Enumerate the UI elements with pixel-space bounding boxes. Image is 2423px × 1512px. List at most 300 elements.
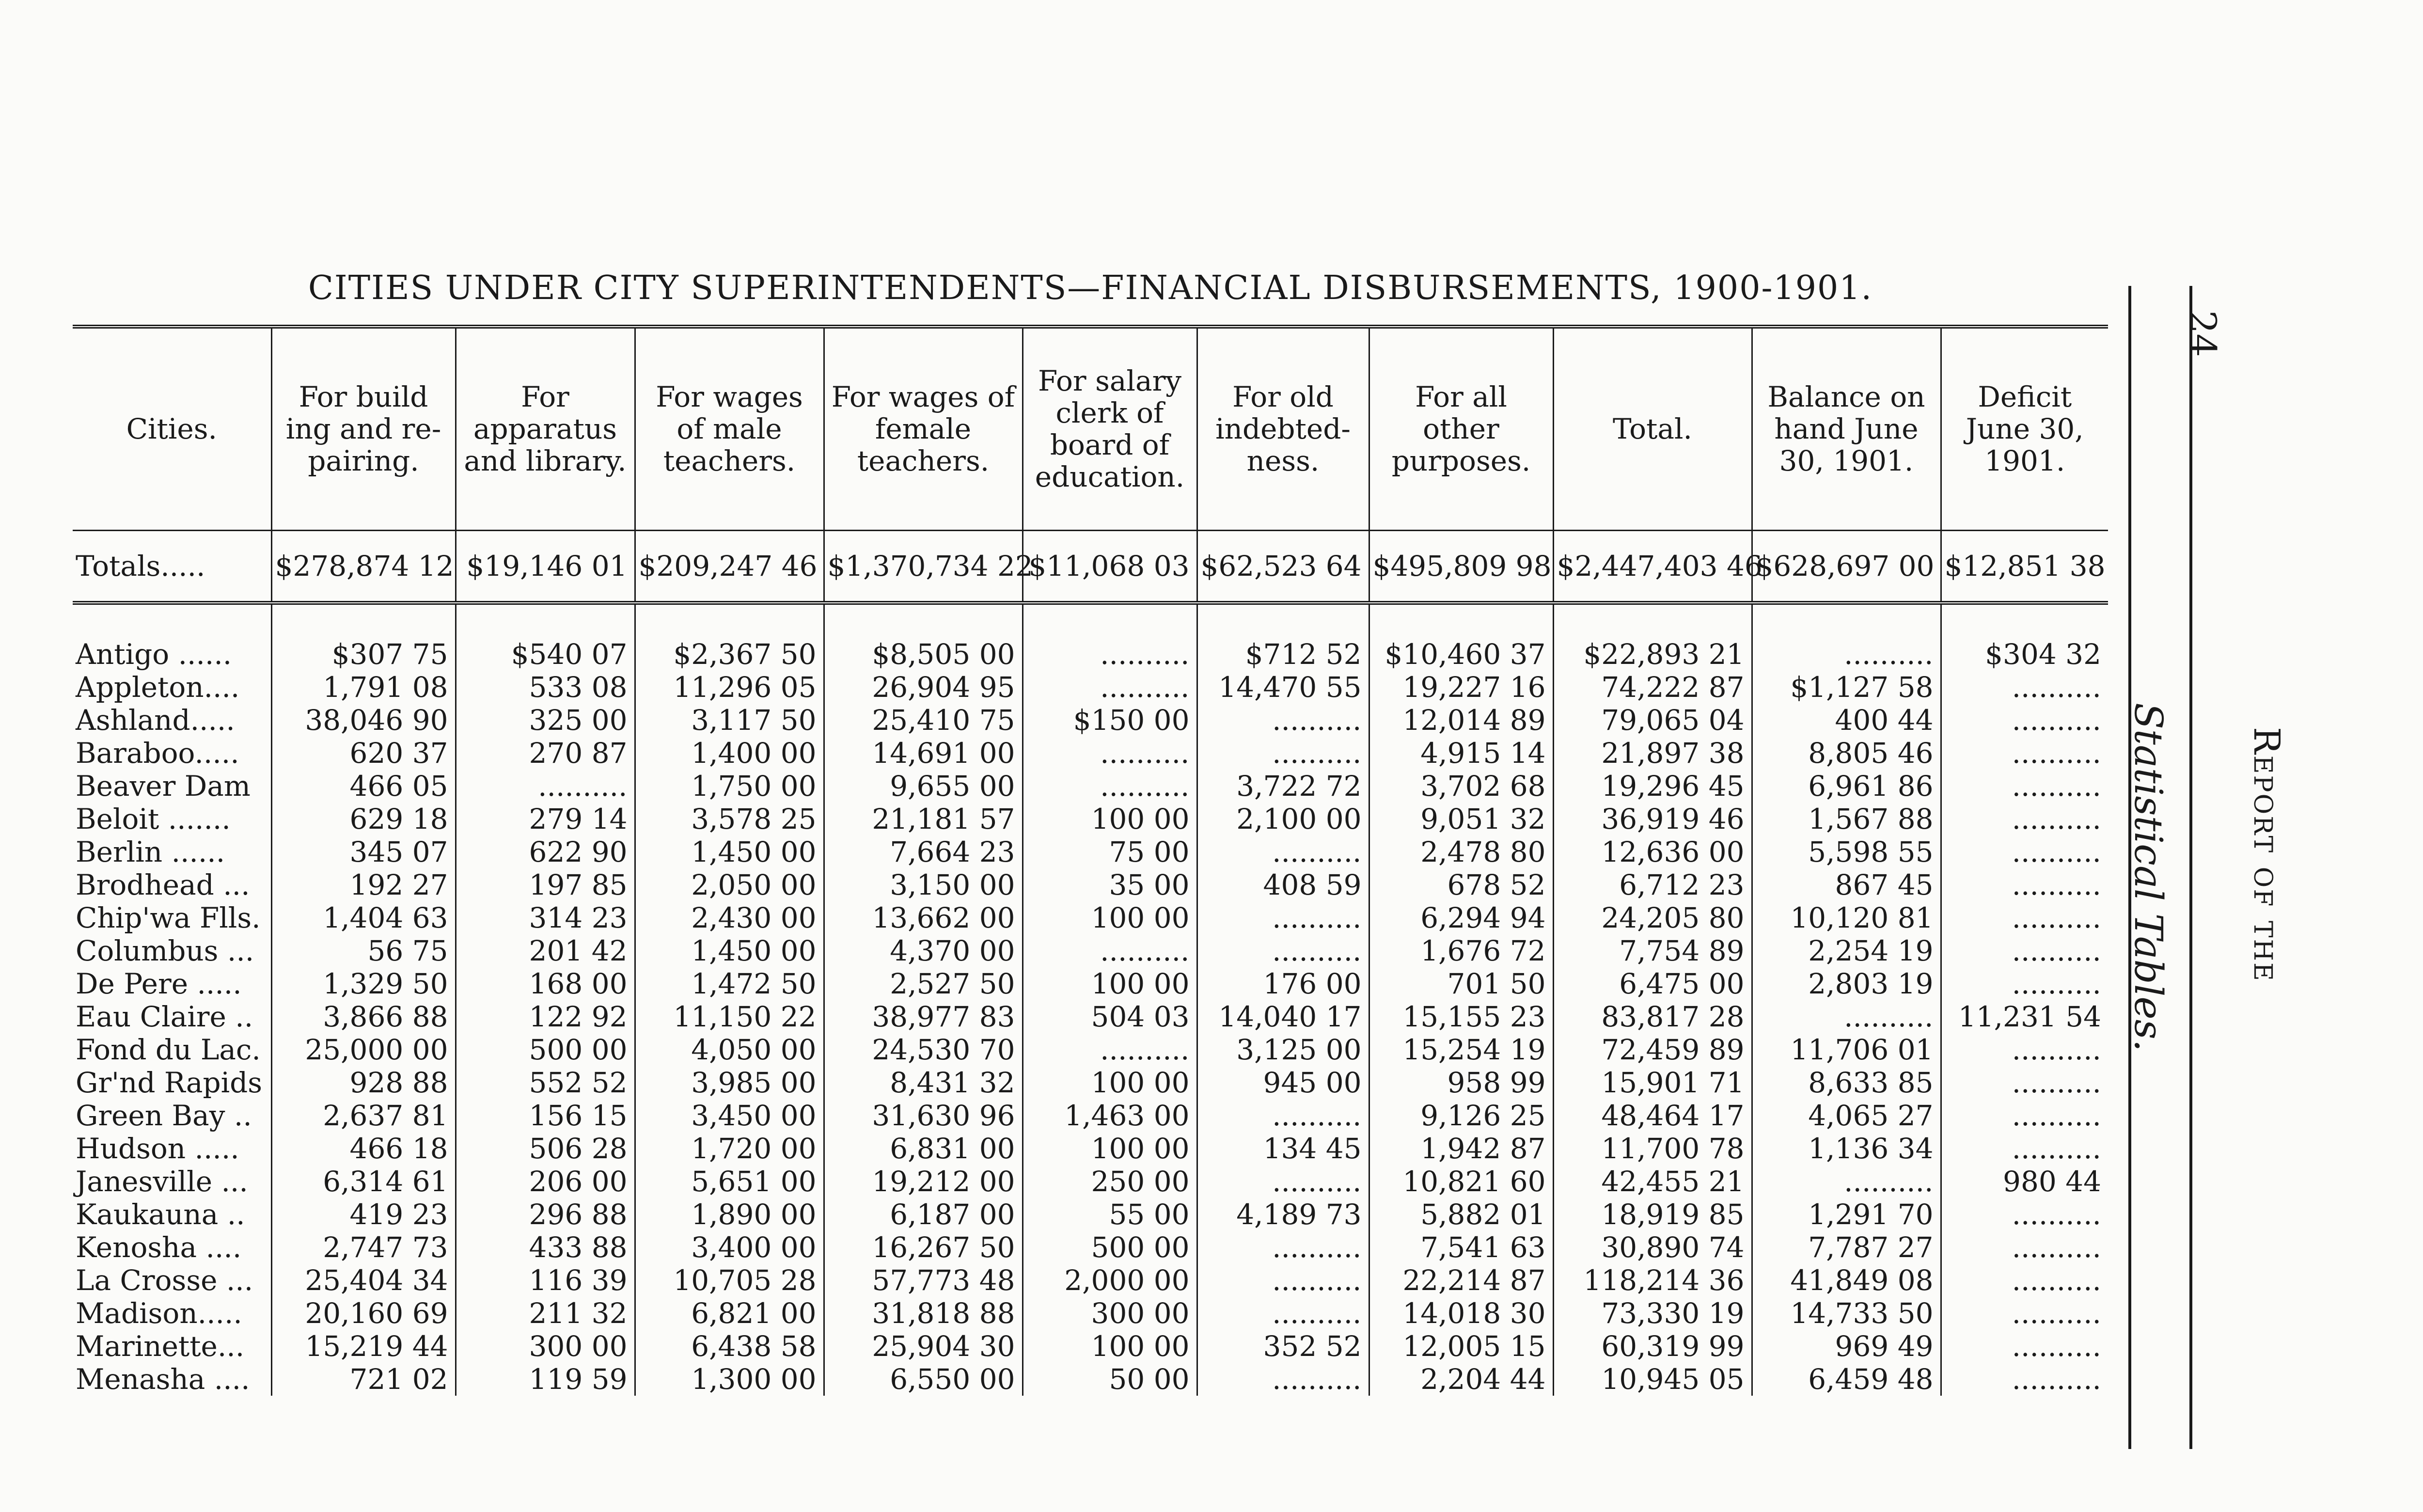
- table-cell: ..........: [1197, 901, 1369, 934]
- table-cell: ..........: [1752, 1000, 1941, 1033]
- running-head: Report of the: [2246, 727, 2287, 982]
- table-cell: 25,000 00: [271, 1033, 456, 1066]
- table-cell: 533 08: [456, 671, 635, 704]
- table-cell: 1,300 00: [635, 1363, 824, 1396]
- table-cell: 400 44: [1752, 704, 1941, 737]
- page-title: CITIES UNDER CITY SUPERINTENDENTS—FINANCIAL DISBURSEMENTS, 1900-1901.: [308, 269, 1873, 307]
- table-cell: $712 52: [1197, 638, 1369, 671]
- table-cell: 500 00: [456, 1033, 635, 1066]
- table-cell: 1,567 88: [1752, 803, 1941, 835]
- table-cell: 721 02: [271, 1363, 456, 1396]
- table-cell: ..........: [1752, 1165, 1941, 1198]
- table-cell: 72,459 89: [1553, 1033, 1752, 1066]
- table-cell: 25,904 30: [824, 1330, 1023, 1363]
- table-cell: 1,291 70: [1752, 1198, 1941, 1231]
- table-cell: 419 23: [271, 1198, 456, 1231]
- header-salary-clerk: For salary clerk of board of education.: [1023, 327, 1197, 530]
- table-cell: 1,136 34: [1752, 1132, 1941, 1165]
- table-cell: ..........: [1197, 1099, 1369, 1132]
- table-cell: 1,400 00: [635, 737, 824, 770]
- table-row: [73, 803, 2108, 835]
- table-cell: 300 00: [456, 1330, 635, 1363]
- table-cell: 168 00: [456, 967, 635, 1000]
- table-cell: 5,598 55: [1752, 835, 1941, 868]
- table-cell: $307 75: [271, 638, 456, 671]
- table-row: [73, 1330, 2108, 1363]
- table-cell: ..........: [2012, 868, 2101, 901]
- table-cell: ..........: [1197, 1165, 1369, 1198]
- city-name: Antigo ......: [73, 638, 271, 671]
- city-name: Kenosha ....: [73, 1231, 271, 1264]
- table-cell: 6,961 86: [1752, 770, 1941, 803]
- table-cell: 3,578 25: [635, 803, 824, 835]
- table-cell: 6,459 48: [1752, 1363, 1941, 1396]
- table-cell: 35 00: [1023, 868, 1197, 901]
- table-row: [73, 1231, 2108, 1264]
- table-cell: 14,691 00: [824, 737, 1023, 770]
- table-cell: 30,890 74: [1553, 1231, 1752, 1264]
- table-cell: 11,296 05: [635, 671, 824, 704]
- table-cell: ..........: [1197, 1231, 1369, 1264]
- table-cell: 15,155 23: [1369, 1000, 1553, 1033]
- header-other-purposes: For all other purposes.: [1369, 327, 1553, 530]
- table-cell: 5,882 01: [1369, 1198, 1553, 1231]
- table-cell: 7,754 89: [1553, 934, 1752, 967]
- city-name: Kaukauna ..: [73, 1198, 271, 1231]
- header-male-wages: For wages of male teachers.: [635, 327, 824, 530]
- table-cell: 2,803 19: [1752, 967, 1941, 1000]
- table-cell: 3,125 00: [1197, 1033, 1369, 1066]
- table-cell: 6,294 94: [1369, 901, 1553, 934]
- table-cell: ..........: [2012, 803, 2101, 835]
- table-cell: 1,890 00: [635, 1198, 824, 1231]
- table-cell: 296 88: [456, 1198, 635, 1231]
- table-cell: 14,040 17: [1197, 1000, 1369, 1033]
- table-cell: 12,014 89: [1369, 704, 1553, 737]
- table-row: [73, 967, 2108, 1000]
- city-name: Marinette...: [73, 1330, 271, 1363]
- table-row: [73, 1132, 2108, 1165]
- table-cell: ..........: [1197, 1297, 1369, 1330]
- totals-cell: $19,146 01: [456, 530, 635, 603]
- table-cell: ..........: [2012, 967, 2101, 1000]
- table-cell: 2,747 73: [271, 1231, 456, 1264]
- table-cell: ..........: [1752, 638, 1941, 671]
- city-name: Baraboo.....: [73, 737, 271, 770]
- table-cell: 980 44: [2003, 1165, 2101, 1198]
- table-row: [73, 671, 2108, 704]
- table-cell: 20,160 69: [271, 1297, 456, 1330]
- table-cell: 25,404 34: [271, 1264, 456, 1297]
- header-old-indebtedness: For old indebted-ness.: [1197, 327, 1369, 530]
- totals-row: [73, 530, 2108, 603]
- table-cell: 6,550 00: [824, 1363, 1023, 1396]
- totals-cell: $628,697 00: [1752, 530, 1941, 603]
- city-name: Beloit .......: [73, 803, 271, 835]
- table-cell: 38,046 90: [271, 704, 456, 737]
- table-cell: 3,702 68: [1369, 770, 1553, 803]
- table-row: [73, 1165, 2108, 1198]
- table-cell: 38,977 83: [824, 1000, 1023, 1033]
- table-cell: 50 00: [1023, 1363, 1197, 1396]
- table-cell: ..........: [2012, 770, 2101, 803]
- table-cell: 19,212 00: [824, 1165, 1023, 1198]
- table-row: [73, 1264, 2108, 1297]
- table-row: [73, 638, 2108, 671]
- table-cell: ..........: [1023, 671, 1197, 704]
- table-cell: ..........: [1023, 737, 1197, 770]
- table-cell: 2,637 81: [271, 1099, 456, 1132]
- table-cell: 100 00: [1023, 1132, 1197, 1165]
- table-cell: 31,630 96: [824, 1099, 1023, 1132]
- table-cell: $304 32: [1985, 638, 2101, 671]
- city-name: Menasha ....: [73, 1363, 271, 1396]
- table-cell: 433 88: [456, 1231, 635, 1264]
- table-row: [73, 1066, 2108, 1099]
- table-cell: 504 03: [1023, 1000, 1197, 1033]
- totals-cell: $209,247 46: [635, 530, 824, 603]
- city-name: Ashland.....: [73, 704, 271, 737]
- table-cell: ..........: [1023, 770, 1197, 803]
- table-cell: ..........: [2012, 1099, 2101, 1132]
- city-name: Columbus ...: [73, 934, 271, 967]
- table-row: [73, 1033, 2108, 1066]
- totals-cell: $11,068 03: [1023, 530, 1197, 603]
- table-cell: 24,530 70: [824, 1033, 1023, 1066]
- table-cell: 3,722 72: [1197, 770, 1369, 803]
- table-cell: 622 90: [456, 835, 635, 868]
- totals-cell: $1,370,734 22: [824, 530, 1023, 603]
- table-row: [73, 1198, 2108, 1231]
- table-cell: 11,150 22: [635, 1000, 824, 1033]
- table-cell: 14,470 55: [1197, 671, 1369, 704]
- table-cell: 3,450 00: [635, 1099, 824, 1132]
- disbursements-table: [73, 325, 2108, 1396]
- table-cell: 314 23: [456, 901, 635, 934]
- table-cell: ..........: [2012, 1264, 2101, 1297]
- table-cell: 75 00: [1023, 835, 1197, 868]
- city-name: Hudson .....: [73, 1132, 271, 1165]
- table-cell: 56 75: [271, 934, 456, 967]
- table-cell: 2,478 80: [1369, 835, 1553, 868]
- table-cell: 2,430 00: [635, 901, 824, 934]
- table-cell: 7,664 23: [824, 835, 1023, 868]
- table-cell: 10,120 81: [1752, 901, 1941, 934]
- table-cell: 6,821 00: [635, 1297, 824, 1330]
- table-cell: 14,733 50: [1752, 1297, 1941, 1330]
- table-row: [73, 835, 2108, 868]
- table-cell: 42,455 21: [1553, 1165, 1752, 1198]
- table-row: [73, 737, 2108, 770]
- table-cell: $1,127 58: [1752, 671, 1941, 704]
- table-cell: 13,662 00: [824, 901, 1023, 934]
- table-cell: 41,849 08: [1752, 1264, 1941, 1297]
- table-cell: 10,705 28: [635, 1264, 824, 1297]
- table-cell: 134 45: [1197, 1132, 1369, 1165]
- table-cell: 57,773 48: [824, 1264, 1023, 1297]
- side-caption: Statistical Tables.: [2126, 703, 2171, 1052]
- table-cell: 55 00: [1023, 1198, 1197, 1231]
- table-cell: $22,893 21: [1553, 638, 1752, 671]
- totals-label: Totals.....: [73, 530, 271, 603]
- header-female-wages: For wages of female teachers.: [824, 327, 1023, 530]
- table-cell: 12,636 00: [1553, 835, 1752, 868]
- header-row: [73, 327, 2108, 530]
- table-cell: ..........: [2012, 1033, 2101, 1066]
- table-cell: 12,005 15: [1369, 1330, 1553, 1363]
- table-cell: 206 00: [456, 1165, 635, 1198]
- table-cell: ..........: [2012, 671, 2101, 704]
- table-cell: ..........: [2012, 1231, 2101, 1264]
- table-cell: 79,065 04: [1553, 704, 1752, 737]
- header-building: For build ing and re-pairing.: [271, 327, 456, 530]
- table-cell: 6,712 23: [1553, 868, 1752, 901]
- table-cell: 7,787 27: [1752, 1231, 1941, 1264]
- table-cell: ..........: [2012, 934, 2101, 967]
- header-balance: Balance on hand June 30, 1901.: [1752, 327, 1941, 530]
- table-cell: ..........: [2012, 737, 2101, 770]
- table-cell: ..........: [2012, 1330, 2101, 1363]
- spacer-row: [73, 603, 2108, 638]
- table-cell: 2,100 00: [1197, 803, 1369, 835]
- table-cell: ..........: [2012, 1297, 2101, 1330]
- table-cell: 6,314 61: [271, 1165, 456, 1198]
- table-row: [73, 1363, 2108, 1396]
- table-cell: 116 39: [456, 1264, 635, 1297]
- table-cell: 119 59: [456, 1363, 635, 1396]
- table-cell: 1,329 50: [271, 967, 456, 1000]
- table-cell: $540 07: [456, 638, 635, 671]
- table-cell: 500 00: [1023, 1231, 1197, 1264]
- table-cell: 867 45: [1752, 868, 1941, 901]
- table-cell: 16,267 50: [824, 1231, 1023, 1264]
- table-cell: 21,181 57: [824, 803, 1023, 835]
- table-cell: 701 50: [1369, 967, 1553, 1000]
- city-name: Berlin ......: [73, 835, 271, 868]
- table-cell: ..........: [456, 770, 635, 803]
- table-cell: 10,821 60: [1369, 1165, 1553, 1198]
- table-cell: 73,330 19: [1553, 1297, 1752, 1330]
- table-row: [73, 934, 2108, 967]
- table-cell: 270 87: [456, 737, 635, 770]
- table-row: [73, 770, 2108, 803]
- table-cell: 100 00: [1023, 1066, 1197, 1099]
- city-name: Chip'wa Flls.: [73, 901, 271, 934]
- table-cell: 25,410 75: [824, 704, 1023, 737]
- city-name: Madison.....: [73, 1297, 271, 1330]
- vertical-rule: [2189, 286, 2192, 1449]
- table-cell: 466 05: [271, 770, 456, 803]
- city-name: De Pere .....: [73, 967, 271, 1000]
- table-cell: ..........: [2012, 1363, 2101, 1396]
- table-cell: 1,463 00: [1023, 1099, 1197, 1132]
- table-cell: 22,214 87: [1369, 1264, 1553, 1297]
- table-cell: 74,222 87: [1553, 671, 1752, 704]
- table-row: [73, 901, 2108, 934]
- table-cell: 2,000 00: [1023, 1264, 1197, 1297]
- table-cell: 1,750 00: [635, 770, 824, 803]
- table-cell: 945 00: [1197, 1066, 1369, 1099]
- totals-cell: $2,447,403 46: [1553, 530, 1752, 603]
- table-cell: 100 00: [1023, 901, 1197, 934]
- table-cell: $10,460 37: [1369, 638, 1553, 671]
- table-cell: 2,527 50: [824, 967, 1023, 1000]
- table-cell: 36,919 46: [1553, 803, 1752, 835]
- table-cell: 552 52: [456, 1066, 635, 1099]
- table-cell: 506 28: [456, 1132, 635, 1165]
- table-cell: 4,065 27: [1752, 1099, 1941, 1132]
- table-cell: ..........: [2012, 835, 2101, 868]
- table-cell: 3,117 50: [635, 704, 824, 737]
- table-cell: 1,472 50: [635, 967, 824, 1000]
- city-name: Janesville ...: [73, 1165, 271, 1198]
- city-name: Appleton....: [73, 671, 271, 704]
- table-cell: 83,817 28: [1553, 1000, 1752, 1033]
- table-cell: 629 18: [271, 803, 456, 835]
- table-cell: 1,942 87: [1369, 1132, 1553, 1165]
- table-cell: 14,018 30: [1369, 1297, 1553, 1330]
- table-cell: 211 32: [456, 1297, 635, 1330]
- city-name: Brodhead ...: [73, 868, 271, 901]
- table-cell: 176 00: [1197, 967, 1369, 1000]
- table-cell: ..........: [2012, 1198, 2101, 1231]
- table-cell: ..........: [1023, 1033, 1197, 1066]
- table-cell: 5,651 00: [635, 1165, 824, 1198]
- table-cell: 678 52: [1369, 868, 1553, 901]
- table-row: [73, 704, 2108, 737]
- page-number: 24: [2181, 310, 2224, 357]
- table-cell: 6,831 00: [824, 1132, 1023, 1165]
- table-cell: ..........: [1023, 934, 1197, 967]
- table-cell: 4,370 00: [824, 934, 1023, 967]
- table-cell: 192 27: [271, 868, 456, 901]
- table-cell: ..........: [2012, 704, 2101, 737]
- table-cell: 2,204 44: [1369, 1363, 1553, 1396]
- table-cell: ..........: [1197, 704, 1369, 737]
- table-cell: ..........: [1197, 1264, 1369, 1297]
- totals-cell: $62,523 64: [1197, 530, 1369, 603]
- table-cell: 15,219 44: [271, 1330, 456, 1363]
- table-cell: 3,985 00: [635, 1066, 824, 1099]
- table-cell: $150 00: [1023, 704, 1197, 737]
- table-cell: 1,791 08: [271, 671, 456, 704]
- header-deficit: Deficit June 30, 1901.: [1941, 327, 2108, 530]
- table-cell: 11,700 78: [1553, 1132, 1752, 1165]
- table-cell: 466 18: [271, 1132, 456, 1165]
- city-name: Green Bay ..: [73, 1099, 271, 1132]
- table-cell: 31,818 88: [824, 1297, 1023, 1330]
- table-cell: 928 88: [271, 1066, 456, 1099]
- table-cell: 18,919 85: [1553, 1198, 1752, 1231]
- totals-cell: $495,809 98: [1369, 530, 1553, 603]
- table-cell: ..........: [1023, 638, 1197, 671]
- totals-cell: $278,874 12: [271, 530, 456, 603]
- table-cell: 21,897 38: [1553, 737, 1752, 770]
- table-cell: 122 92: [456, 1000, 635, 1033]
- table-cell: 11,706 01: [1752, 1033, 1941, 1066]
- table-cell: 100 00: [1023, 967, 1197, 1000]
- table-cell: 2,254 19: [1752, 934, 1941, 967]
- table-cell: ..........: [2012, 1066, 2101, 1099]
- table-cell: 9,051 32: [1369, 803, 1553, 835]
- table-cell: 1,450 00: [635, 835, 824, 868]
- table-cell: ..........: [1197, 934, 1369, 967]
- table-cell: 1,676 72: [1369, 934, 1553, 967]
- table-cell: 100 00: [1023, 1330, 1197, 1363]
- table-cell: 958 99: [1369, 1066, 1553, 1099]
- table-cell: 4,189 73: [1197, 1198, 1369, 1231]
- table-cell: ..........: [1197, 737, 1369, 770]
- table-cell: 1,450 00: [635, 934, 824, 967]
- header-cities: Cities.: [73, 327, 271, 530]
- table-cell: 19,296 45: [1553, 770, 1752, 803]
- table-cell: 1,720 00: [635, 1132, 824, 1165]
- table-cell: 15,901 71: [1553, 1066, 1752, 1099]
- table-cell: 8,805 46: [1752, 737, 1941, 770]
- table-cell: 325 00: [456, 704, 635, 737]
- table-cell: 352 52: [1197, 1330, 1369, 1363]
- table-cell: $2,367 50: [635, 638, 824, 671]
- table-cell: 620 37: [271, 737, 456, 770]
- header-total: Total.: [1553, 327, 1752, 530]
- table-cell: 2,050 00: [635, 868, 824, 901]
- table-cell: ..........: [1197, 835, 1369, 868]
- table-cell: 4,915 14: [1369, 737, 1553, 770]
- header-apparatus: For apparatus and library.: [456, 327, 635, 530]
- table-cell: 156 15: [456, 1099, 635, 1132]
- table-cell: 969 49: [1752, 1330, 1941, 1363]
- table-cell: 201 42: [456, 934, 635, 967]
- table-cell: ..........: [1197, 1363, 1369, 1396]
- table-cell: 100 00: [1023, 803, 1197, 835]
- table-cell: 60,319 99: [1553, 1330, 1752, 1363]
- table-cell: 408 59: [1197, 868, 1369, 901]
- table-cell: 48,464 17: [1553, 1099, 1752, 1132]
- table-cell: 9,126 25: [1369, 1099, 1553, 1132]
- table-row: [73, 1297, 2108, 1330]
- table-cell: 8,431 32: [824, 1066, 1023, 1099]
- table-cell: 1,404 63: [271, 901, 456, 934]
- table-cell: 10,945 05: [1553, 1363, 1752, 1396]
- table-cell: 3,150 00: [824, 868, 1023, 901]
- table-cell: 250 00: [1023, 1165, 1197, 1198]
- table-cell: $8,505 00: [824, 638, 1023, 671]
- table-cell: 6,187 00: [824, 1198, 1023, 1231]
- table-cell: 26,904 95: [824, 671, 1023, 704]
- table-row: [73, 868, 2108, 901]
- table-row: [73, 1099, 2108, 1132]
- table-cell: 11,231 54: [1958, 1000, 2101, 1033]
- city-name: Beaver Dam: [73, 770, 271, 803]
- city-name: Fond du Lac.: [73, 1033, 271, 1066]
- totals-cell: $12,851 38: [1941, 530, 2108, 603]
- table-cell: 6,475 00: [1553, 967, 1752, 1000]
- city-name: La Crosse ...: [73, 1264, 271, 1297]
- table-cell: 4,050 00: [635, 1033, 824, 1066]
- table-cell: 8,633 85: [1752, 1066, 1941, 1099]
- table-cell: 9,655 00: [824, 770, 1023, 803]
- table-cell: 3,400 00: [635, 1231, 824, 1264]
- table-cell: 3,866 88: [271, 1000, 456, 1033]
- table-cell: 15,254 19: [1369, 1033, 1553, 1066]
- city-name: Gr'nd Rapids: [73, 1066, 271, 1099]
- table-cell: 7,541 63: [1369, 1231, 1553, 1264]
- table-cell: 24,205 80: [1553, 901, 1752, 934]
- table-body: [73, 530, 2108, 1396]
- table-cell: ..........: [2012, 1132, 2101, 1165]
- table-cell: ..........: [2012, 901, 2101, 934]
- table-row: [73, 1000, 2108, 1033]
